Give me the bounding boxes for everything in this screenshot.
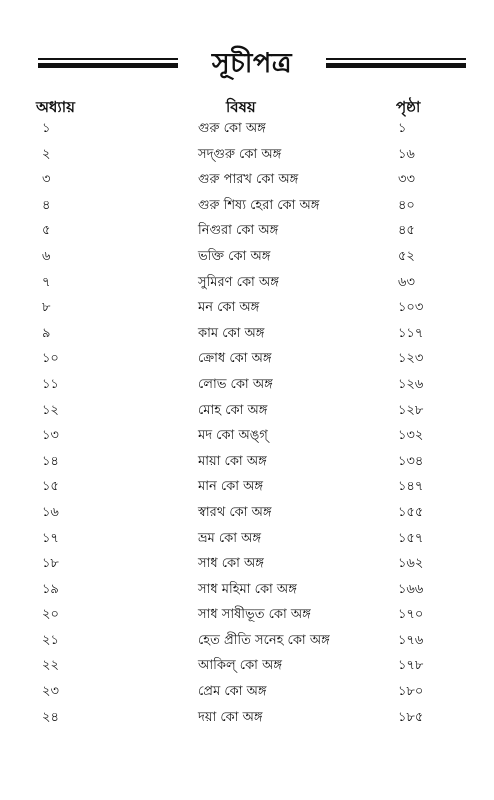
table-row — [0, 116, 494, 142]
chapter-number: ১৩ — [42, 428, 59, 444]
chapter-subject: দয়া কো অঙ্গ — [198, 709, 263, 725]
page-number: ৪০ — [398, 197, 415, 213]
table-row — [0, 193, 494, 219]
chapter-subject: গুরু কো অঙ্গ — [198, 121, 266, 136]
page-number: ১৫৭ — [398, 530, 424, 546]
table-row — [0, 218, 494, 244]
chapter-subject: সাধ মহিমা কো অঙ্গ — [198, 581, 297, 597]
page-number: ৫২ — [398, 248, 415, 264]
chapter-subject: মোহ কো অঙ্গ — [198, 402, 268, 418]
page-number: ৪৫ — [398, 223, 415, 239]
page-number: ৩৩ — [398, 172, 415, 188]
chapter-number: ২২ — [42, 658, 59, 674]
page-number: ১৭৮ — [398, 658, 424, 674]
chapter-subject: ভ্রম কো অঙ্গ — [198, 530, 262, 546]
chapter-subject: মায়া কো অঙ্গ — [198, 453, 267, 469]
chapter-number: ১ — [42, 121, 51, 136]
page-number: ১৭০ — [398, 607, 424, 623]
table-row — [0, 423, 494, 449]
chapter-subject: সাধ কো অঙ্গ — [198, 556, 264, 572]
chapter-number: ২১ — [42, 632, 59, 648]
table-row — [0, 526, 494, 552]
chapter-number: ২৩ — [42, 684, 59, 700]
chapter-number: ১১ — [42, 376, 59, 392]
page-number: ১৭৬ — [398, 632, 424, 648]
table-row — [0, 398, 494, 424]
page-number: ১০৩ — [398, 300, 424, 316]
page-number: ১২৩ — [398, 351, 424, 367]
chapter-subject: প্রেম কো অঙ্গ — [198, 684, 267, 700]
chapter-number: ৩ — [42, 172, 51, 188]
header-page: পৃষ্ঠা — [396, 98, 421, 116]
chapter-subject: মদ কো অঙ্গ্ — [198, 428, 268, 444]
page-number: ৬৩ — [398, 274, 415, 290]
chapter-subject: মন কো অঙ্গ — [198, 300, 260, 316]
page-number: ১৬৬ — [398, 581, 424, 597]
page-number: ১১৭ — [398, 325, 424, 341]
chapter-subject: গুরু শিষ্য হেরা কো অঙ্গ — [198, 197, 320, 213]
chapter-subject: হেত প্রীতি সনেহ কো অঙ্গ — [198, 632, 330, 648]
header-subject: বিষয় — [226, 98, 256, 116]
table-row — [0, 244, 494, 270]
chapter-number: ৭ — [42, 274, 51, 290]
chapter-number: ৯ — [42, 325, 51, 341]
chapter-subject: ক্রোধ কো অঙ্গ — [198, 351, 272, 367]
table-row — [0, 474, 494, 500]
table-row — [0, 551, 494, 577]
chapter-number: ৪ — [42, 197, 51, 213]
chapter-number: ১৬ — [42, 504, 59, 520]
chapter-subject: আকিল্ কো অঙ্গ — [198, 658, 282, 674]
chapter-subject: গুরু পারখ কো অঙ্গ — [198, 172, 299, 188]
table-row — [0, 321, 494, 347]
page-number: ১৬ — [398, 146, 415, 162]
chapter-subject: সুমিরণ কো অঙ্গ — [198, 274, 279, 290]
page-number: ১৩৪ — [398, 453, 424, 469]
chapter-number: ২৪ — [42, 709, 59, 725]
page-number: ১৮৫ — [398, 709, 424, 725]
table-row — [0, 167, 494, 193]
chapter-number: ৮ — [42, 300, 51, 316]
chapter-number: ৫ — [42, 223, 51, 239]
chapter-number: ১০ — [42, 351, 59, 367]
chapter-subject: লোভ কো অঙ্গ — [198, 376, 273, 392]
chapter-number: ২ — [42, 146, 51, 162]
table-row — [0, 602, 494, 628]
chapter-subject: মান কো অঙ্গ — [198, 479, 264, 495]
page-number: ১৩২ — [398, 428, 424, 444]
chapter-subject: ভক্তি কো অঙ্গ — [198, 248, 271, 264]
chapter-number: ১৭ — [42, 530, 59, 546]
right-title-rule — [326, 58, 466, 68]
chapter-number: ১২ — [42, 402, 59, 418]
chapter-number: ১৯ — [42, 581, 59, 597]
table-row — [0, 270, 494, 296]
header-chapter: অধ্যায় — [36, 98, 75, 116]
table-row — [0, 653, 494, 679]
chapter-number: ১৪ — [42, 453, 59, 469]
chapter-subject: সদ্গুরু কো অঙ্গ — [198, 146, 282, 162]
table-row — [0, 346, 494, 372]
left-title-rule — [38, 58, 178, 68]
chapter-subject: কাম কো অঙ্গ — [198, 325, 265, 341]
chapter-number: ১৫ — [42, 479, 59, 495]
page-number: ১৮০ — [398, 684, 424, 700]
page-number: ১২৬ — [398, 376, 424, 392]
page-number: ১৫৫ — [398, 504, 424, 520]
page-number: ১৪৭ — [398, 479, 424, 495]
page-number: ১ — [398, 121, 407, 136]
page-number: ১২৮ — [398, 402, 424, 418]
chapter-number: ৬ — [42, 248, 51, 264]
table-row — [0, 628, 494, 654]
table-row — [0, 295, 494, 321]
table-row — [0, 372, 494, 398]
table-row — [0, 449, 494, 475]
contents-list — [0, 116, 494, 730]
chapter-number: ২০ — [42, 607, 59, 623]
chapter-subject: সাধ সাষীভূত কো অঙ্গ — [198, 607, 311, 623]
table-row — [0, 500, 494, 526]
table-row — [0, 705, 494, 731]
chapter-subject: স্বারথ কো অঙ্গ — [198, 504, 272, 520]
title-row — [38, 38, 466, 88]
table-row — [0, 142, 494, 168]
page-title: সূচীপত্র — [211, 47, 293, 79]
table-row — [0, 679, 494, 705]
chapter-subject: নিগুরা কো অঙ্গ — [198, 223, 279, 239]
page-number: ১৬২ — [398, 556, 424, 572]
chapter-number: ১৮ — [42, 556, 59, 572]
table-row — [0, 577, 494, 603]
